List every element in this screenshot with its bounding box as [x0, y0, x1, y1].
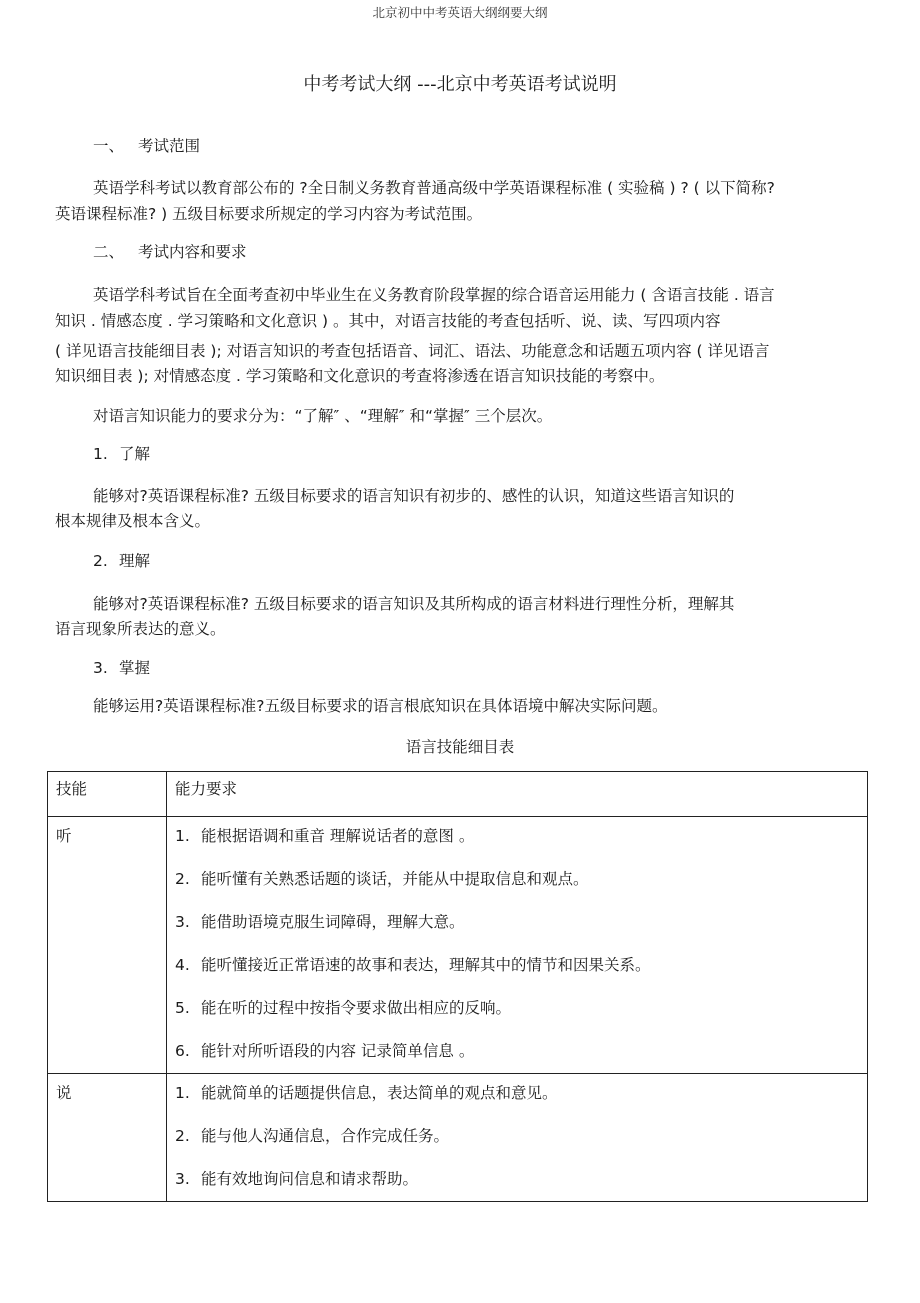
item-text: 能听懂有关熟悉话题的谈话，并能从中提取信息和观点。: [201, 870, 589, 888]
running-header: 北京初中中考英语大纲纲要大纲: [372, 5, 548, 20]
paragraph-line: 知识 . 情感态度 . 学习策略和文化意识 ) 。其中，对语言技能的考查包括听、说、读、写四项内容: [55, 312, 721, 330]
table-row-listening: [48, 817, 868, 1074]
skill-name: 说: [56, 1084, 72, 1102]
header-skill: 技能: [56, 780, 88, 798]
section-title: 考试内容和要求: [138, 243, 247, 261]
level-description-line: 能够运用?英语课程标准?五级目标要求的语言根底知识在具体语境中解决实际问题。: [93, 697, 668, 715]
level-description-line: 语言现象所表达的意义。: [55, 620, 226, 638]
level-description-line: 根本规律及根本含义。: [55, 512, 211, 530]
item-text: 能有效地询问信息和请求帮助。: [201, 1170, 419, 1188]
section-number: 一、: [93, 137, 125, 155]
item-number: 1.: [175, 1084, 190, 1102]
list-item: [175, 826, 867, 846]
section-heading-scope: [93, 136, 200, 156]
level-name: 了解: [119, 445, 151, 463]
item-number: 1.: [175, 827, 190, 845]
table-row-speaking: [48, 1074, 868, 1202]
level-description-line: 能够对?英语课程标准? 五级目标要求的语言知识有初步的、感性的认识，知道这些语言知识的: [93, 487, 735, 505]
item-text: 能借助语境克服生词障碍，理解大意。: [201, 913, 465, 931]
item-text: 能听懂接近正常语速的故事和表达，理解其中的情节和因果关系。: [201, 956, 651, 974]
list-item: [175, 1083, 867, 1103]
level-heading-comprehend: [93, 551, 150, 571]
level-heading-master: [93, 658, 150, 678]
list-item: [175, 955, 867, 975]
list-item: [175, 1041, 867, 1061]
item-number: 5.: [175, 999, 190, 1017]
list-item: [175, 998, 867, 1018]
item-text: 能与他人沟通信息，合作完成任务。: [201, 1127, 450, 1145]
level-number: 2.: [93, 552, 108, 570]
item-text: 能在听的过程中按指令要求做出相应的反响。: [201, 999, 512, 1017]
paragraph-line: 英语课程标准? ) 五级目标要求所规定的学习内容为考试范围。: [55, 205, 483, 223]
list-item: [175, 869, 867, 889]
level-description-line: 能够对?英语课程标准? 五级目标要求的语言知识及其所构成的语言材料进行理性分析，理解其: [93, 595, 735, 613]
level-heading-understand: [93, 444, 150, 464]
requirement-list: [167, 817, 867, 1073]
list-item: [175, 912, 867, 932]
paragraph-line: ( 详见语言技能细目表 ); 对语言知识的考查包括语音、词汇、语法、功能意念和话题五项内容 ( 详见语言: [55, 342, 770, 360]
paragraph-line: 知识细目表 ); 对情感态度 . 学习策略和文化意识的考查将渗透在语言知识技能的考察中。: [55, 367, 665, 385]
table-header-cell: [48, 772, 167, 817]
table-cell: [167, 817, 868, 1074]
table-header-row: [48, 772, 868, 817]
levels-intro: 对语言知识能力的要求分为：“了解″ 、“理解″ 和“掌握″ 三个层次。: [93, 407, 553, 425]
skills-table: [47, 771, 868, 1202]
table-cell: [167, 1074, 868, 1202]
table-cell: [48, 1074, 167, 1202]
item-number: 2.: [175, 1127, 190, 1145]
table-caption: 语言技能细目表: [405, 738, 515, 756]
paragraph-line: 英语学科考试旨在全面考查初中毕业生在义务教育阶段掌握的综合语音运用能力 ( 含语言技能 . 语言: [93, 286, 775, 304]
table-header-cell: [167, 772, 868, 817]
section-number: 二、: [93, 243, 125, 261]
item-number: 6.: [175, 1042, 190, 1060]
item-number: 2.: [175, 870, 190, 888]
table-cell: [48, 817, 167, 1074]
document-title: 中考考试大纲 ---北京中考英语考试说明: [303, 74, 617, 95]
requirement-list: [167, 1074, 867, 1201]
item-text: 能根据语调和重音 理解说话者的意图 。: [201, 827, 475, 845]
level-name: 理解: [119, 552, 151, 570]
skill-name: 听: [56, 827, 72, 845]
section-heading-content: [93, 242, 247, 262]
paragraph-line: 英语学科考试以教育部公布的 ?全日制义务教育普通高级中学英语课程标准 ( 实验稿 ) ? ( 以下简称?: [93, 179, 775, 197]
item-number: 3.: [175, 913, 190, 931]
level-number: 3.: [93, 659, 108, 677]
level-name: 掌握: [119, 659, 151, 677]
item-number: 4.: [175, 956, 190, 974]
header-requirement: 能力要求: [175, 780, 238, 798]
section-title: 考试范围: [138, 137, 201, 155]
list-item: [175, 1126, 867, 1146]
item-text: 能针对所听语段的内容 记录简单信息 。: [201, 1042, 475, 1060]
item-number: 3.: [175, 1170, 190, 1188]
list-item: [175, 1169, 867, 1189]
item-text: 能就简单的话题提供信息，表达简单的观点和意见。: [201, 1084, 558, 1102]
level-number: 1.: [93, 445, 108, 463]
